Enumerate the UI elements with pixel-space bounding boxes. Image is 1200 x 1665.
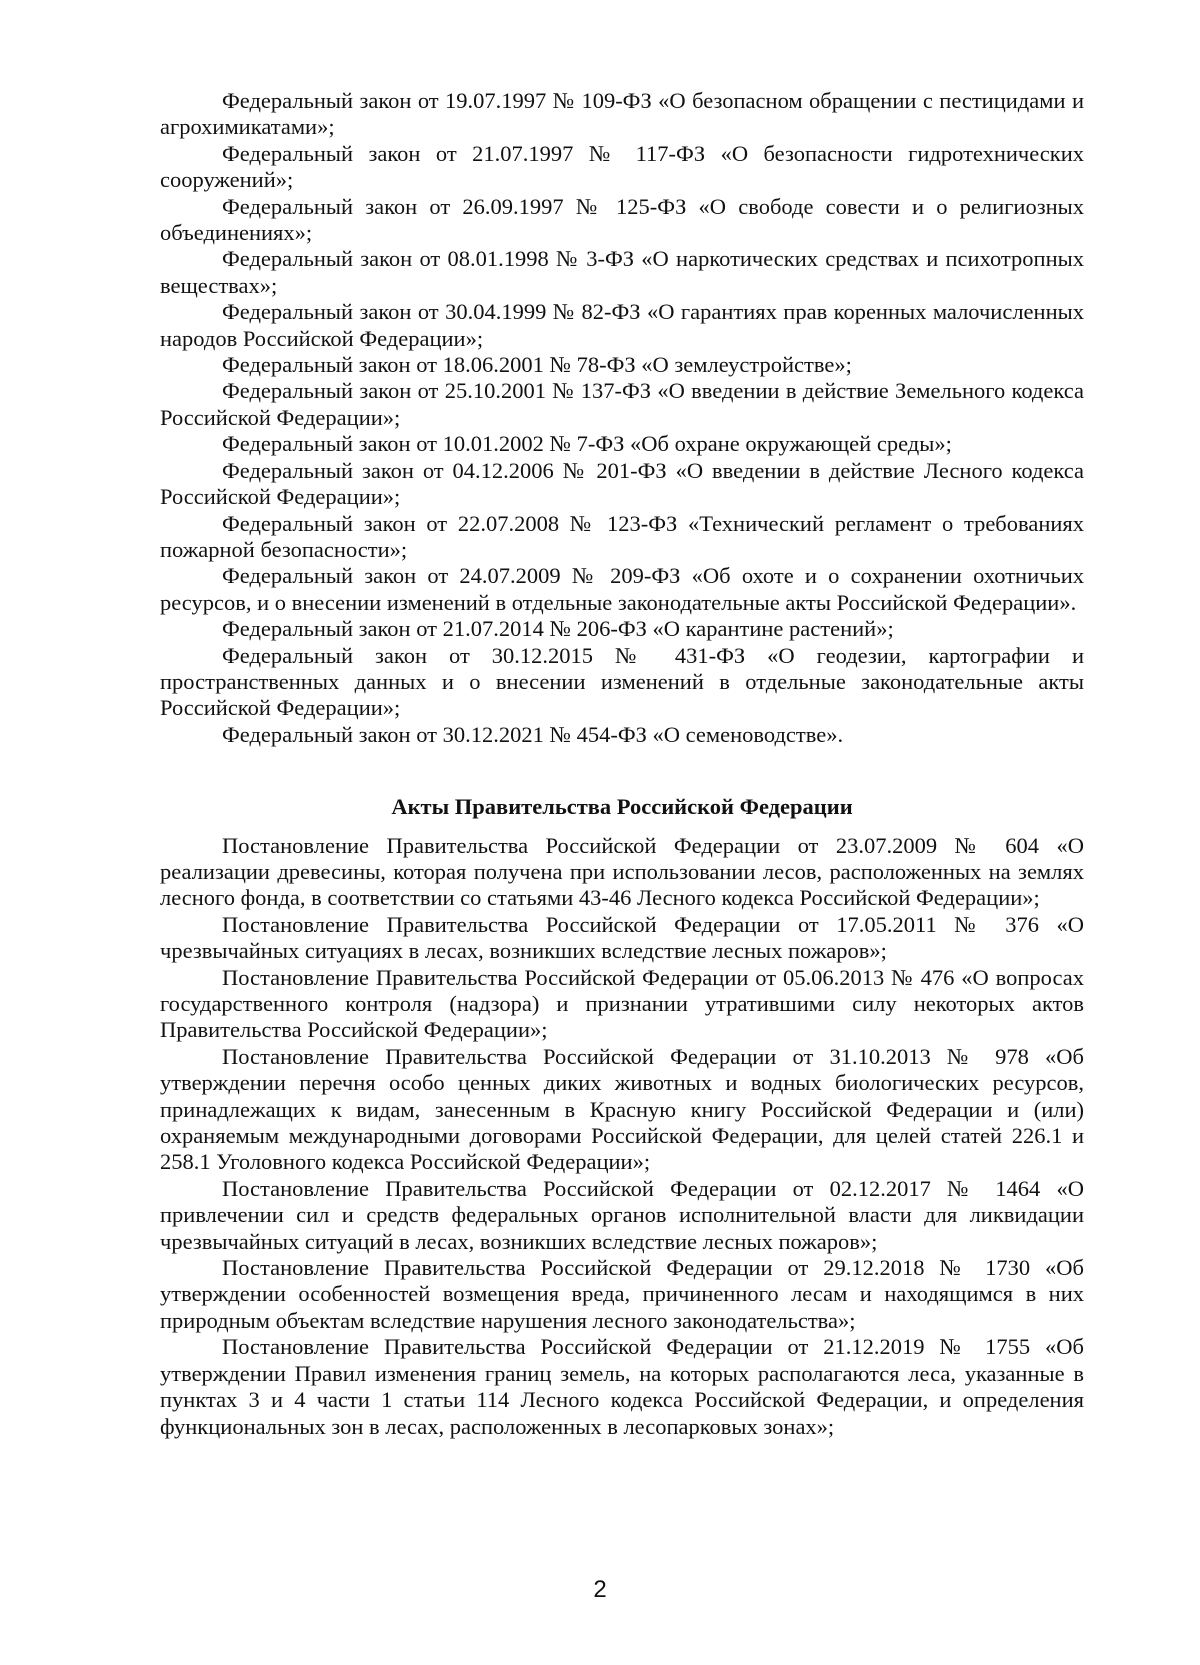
resolution-paragraph: Постановление Правительства Российской Федерации от 05.06.2013 № 476 «О вопросах государственного контроля (надзора) и признании утратившими силу некоторых актов Правительства Российской Федерации»; xyxy=(160,964,1084,1043)
law-paragraph: Федеральный закон от 24.07.2009 № 209-ФЗ «Об охоте и о сохранении охотничьих ресурсов, и о внесении изменений в отдельные законодательные акты Российской Федерации». xyxy=(160,563,1084,615)
resolution-paragraph: Постановление Правительства Российской Федерации от 17.05.2011 № 376 «О чрезвычайных ситуациях в лесах, возникших вследствие лесных пожаров»; xyxy=(160,911,1084,964)
law-paragraph: Федеральный закон от 19.07.1997 № 109-ФЗ «О безопасном обращении с пестицидами и агрохимикатами»; xyxy=(160,88,1084,140)
page-number: 2 xyxy=(593,1576,607,1603)
resolution-paragraph: Постановление Правительства Российской Федерации от 02.12.2017 № 1464 «О привлечении сил и средств федеральных органов исполнительной власти для ликвидации чрезвычайных ситуаций в лесах, возникших вследствие лесных пожаров»; xyxy=(160,1175,1084,1254)
law-paragraph: Федеральный закон от 30.12.2015 № 431-ФЗ «О геодезии, картографии и пространственных данных и о внесении изменений в отдельные законодательные акты Российской Федерации»; xyxy=(160,642,1084,721)
law-paragraph: Федеральный закон от 21.07.2014 № 206-ФЗ «О карантине растений»; xyxy=(222,616,894,642)
law-paragraph: Федеральный закон от 21.07.1997 № 117-ФЗ «О безопасности гидротехнических сооружений»; xyxy=(160,140,1084,193)
law-paragraph: Федеральный закон от 04.12.2006 № 201-ФЗ «О введении в действие Лесного кодекса Российской Федерации»; xyxy=(160,457,1084,510)
resolution-paragraph: Постановление Правительства Российской Федерации от 23.07.2009 № 604 «О реализации древесины, которая получена при использовании лесов, расположенных на землях лесного фонда, в соответствии со статьями 43-46 Лесного кодекса Российской Федерации»; xyxy=(160,832,1084,911)
law-paragraph: Федеральный закон от 30.04.1999 № 82-ФЗ «О гарантиях прав коренных малочисленных народов Российской Федерации»; xyxy=(160,299,1084,351)
law-paragraph: Федеральный закон от 26.09.1997 № 125-ФЗ «О свободе совести и о религиозных объединениях»; xyxy=(160,193,1084,246)
law-paragraph: Федеральный закон от 25.10.2001 № 137-ФЗ «О введении в действие Земельного кодекса Российской Федерации»; xyxy=(160,378,1084,430)
law-paragraph: Федеральный закон от 22.07.2008 № 123-ФЗ «Технический регламент о требованиях пожарной безопасности»; xyxy=(160,510,1084,562)
resolution-paragraph: Постановление Правительства Российской Федерации от 29.12.2018 № 1730 «Об утверждении особенностей возмещения вреда, причиненного лесам и находящимся в них природным объектам вследствие нарушения лесного законодательства»; xyxy=(160,1255,1084,1333)
resolution-paragraph: Постановление Правительства Российской Федерации от 21.12.2019 № 1755 «Об утверждении Правил изменения границ земель, на которых располагаются леса, указанные в пунктах 3 и 4 части 1 статьи 114 Лесного кодекса Российской Федерации, и определения функциональных зон в лесах, расположенных в лесопарковых зонах»; xyxy=(160,1334,1084,1439)
federal-laws-list xyxy=(160,88,1084,748)
law-paragraph: Федеральный закон от 08.01.1998 № 3-ФЗ «О наркотических средствах и психотропных веществах»; xyxy=(160,246,1084,298)
law-paragraph: Федеральный закон от 30.12.2021 № 454-ФЗ «О семеноводстве». xyxy=(222,721,844,747)
resolution-paragraph: Постановление Правительства Российской Федерации от 31.10.2013 № 978 «Об утверждении перечня особо ценных диких животных и водных биологических ресурсов, принадлежащих к видам, занесенным в Красную книгу Российской Федерации и (или) охраняемым международными договорами Российской Федерации, для целей статей 226.1 и 258.1 Уголовного кодекса Российской Федерации»; xyxy=(160,1043,1084,1175)
government-resolutions-list xyxy=(160,833,1084,1440)
law-paragraph: Федеральный закон от 10.01.2002 № 7-ФЗ «Об охране окружающей среды»; xyxy=(222,431,952,457)
section-heading: Акты Правительства Российской Федерации xyxy=(391,794,853,820)
law-paragraph: Федеральный закон от 18.06.2001 № 78-ФЗ «О землеустройстве»; xyxy=(222,352,852,378)
